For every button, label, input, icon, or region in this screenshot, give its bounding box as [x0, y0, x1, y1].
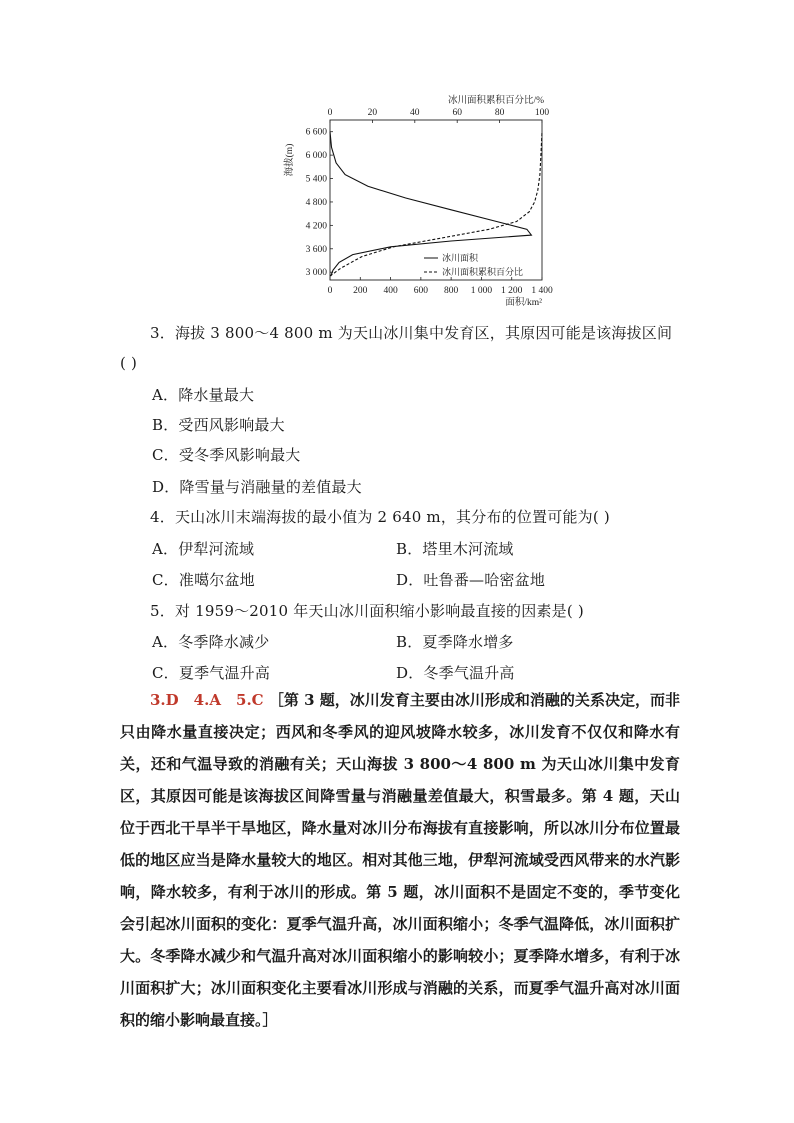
- bottom-tick-label: 800: [444, 286, 459, 296]
- bottom-axis-label: 面积/km²: [505, 298, 542, 308]
- y-tick-label: 3 000: [305, 268, 327, 279]
- chart-svg: [268, 92, 558, 314]
- bottom-tick-label: 0: [327, 286, 333, 296]
- q3-option-c[interactable]: C．受冬季风影响最大: [152, 446, 301, 464]
- bottom-tick-label: 600: [413, 286, 428, 296]
- y-axis-label: 海拔(m): [285, 143, 295, 177]
- legend-label-1: 冰川面积累积百分比: [442, 268, 524, 278]
- bottom-tick-label: 200: [353, 286, 368, 296]
- q5-option-d[interactable]: D．冬季气温升高: [396, 664, 515, 682]
- y-tick-label: 4 200: [305, 221, 327, 232]
- y-tick-label: 3 600: [305, 244, 327, 255]
- q5-stem: 5．对 1959～2010 年天山冰川面积缩小影响最直接的因素是( ): [150, 602, 584, 620]
- answer-explanation: ［第 3 题，冰川发育主要由冰川形成和消融的关系决定，而非只由降水量直接决定；西风和冬季风的迎风坡降水较多，冰川发育不仅仅和降水有关，还和气温导致的消融有关；天山海拔 3 800～4 800 m 为天山冰川集中发育区，其原因可能是该海拔区间降雪量与消融量差值最大，积雪最多。第 4 题，天山位于西北干旱半干旱地区，降水量对冰川分布海拔有直接影响，所以冰川分布位置最低的地区应当是降水量较大的地区。相对其他三地，伊犁河流域受西风带来的水汽影响，降水较多，有利于冰川的形成。第 5 题，冰川面积不是固定不变的，季节变化会引起冰川面积的变化：夏季气温升高，冰川面积缩小；冬季气温降低，冰川面积扩大。冬季降水减少和气温升高对冰川面积缩小的影响较小；夏季降水增多，有利于冰川面积扩大；冰川面积变化主要看冰川形成与消融的关系，而夏季气温升高对冰川面积的缩小影响最直接。］: [120, 691, 680, 1029]
- glacier-chart: [268, 92, 558, 314]
- q5-option-a[interactable]: A．冬季降水减少: [152, 633, 270, 651]
- y-tick-label: 6 600: [305, 127, 327, 138]
- q5-option-b[interactable]: B．夏季降水增多: [396, 633, 514, 651]
- q3-option-b[interactable]: B．受西风影响最大: [152, 416, 285, 434]
- q4-option-c[interactable]: C．准噶尔盆地: [152, 571, 255, 589]
- top-tick-label: 20: [367, 108, 378, 118]
- y-tick-label: 6 000: [305, 151, 327, 162]
- bottom-tick-label: 400: [383, 286, 398, 296]
- top-axis-label: 冰川面积累积百分比/%: [447, 96, 544, 106]
- top-tick-label: 100: [534, 108, 550, 118]
- y-tick-label: 4 800: [305, 197, 327, 208]
- bottom-tick-label: 1 200: [501, 286, 523, 296]
- legend-label-0: 冰川面积: [442, 254, 479, 264]
- top-tick-label: 40: [410, 108, 420, 118]
- series-line-0: [330, 132, 531, 276]
- q5-option-c[interactable]: C．夏季气温升高: [152, 664, 271, 682]
- q4-option-b[interactable]: B．塔里木河流域: [396, 540, 514, 558]
- series-line-1: [330, 132, 542, 276]
- y-tick-label: 5 400: [305, 174, 327, 185]
- top-tick-label: 60: [452, 108, 462, 118]
- answer-block: [120, 684, 680, 1036]
- q4-option-a[interactable]: A．伊犁河流域: [152, 540, 255, 558]
- q3-bracket: ( ): [120, 354, 138, 372]
- q3-option-d[interactable]: D．降雪量与消融量的差值最大: [152, 478, 362, 496]
- q3-option-a[interactable]: A．降水量最大: [152, 386, 255, 404]
- answer-keys: 3.D 4.A 5.C: [150, 691, 264, 709]
- q3-stem: 3．海拔 3 800～4 800 m 为天山冰川集中发育区，其原因可能是该海拔区间: [150, 324, 673, 342]
- top-tick-label: 80: [494, 108, 505, 118]
- bottom-tick-label: 1 000: [470, 286, 493, 296]
- q4-stem: 4．天山冰川末端海拔的最小值为 2 640 m，其分布的位置可能为( ): [150, 508, 610, 526]
- plot-frame: [330, 120, 542, 280]
- q4-option-d[interactable]: D．吐鲁番—哈密盆地: [396, 571, 546, 589]
- bottom-tick-label: 1 400: [531, 286, 553, 296]
- top-tick-label: 0: [327, 108, 333, 118]
